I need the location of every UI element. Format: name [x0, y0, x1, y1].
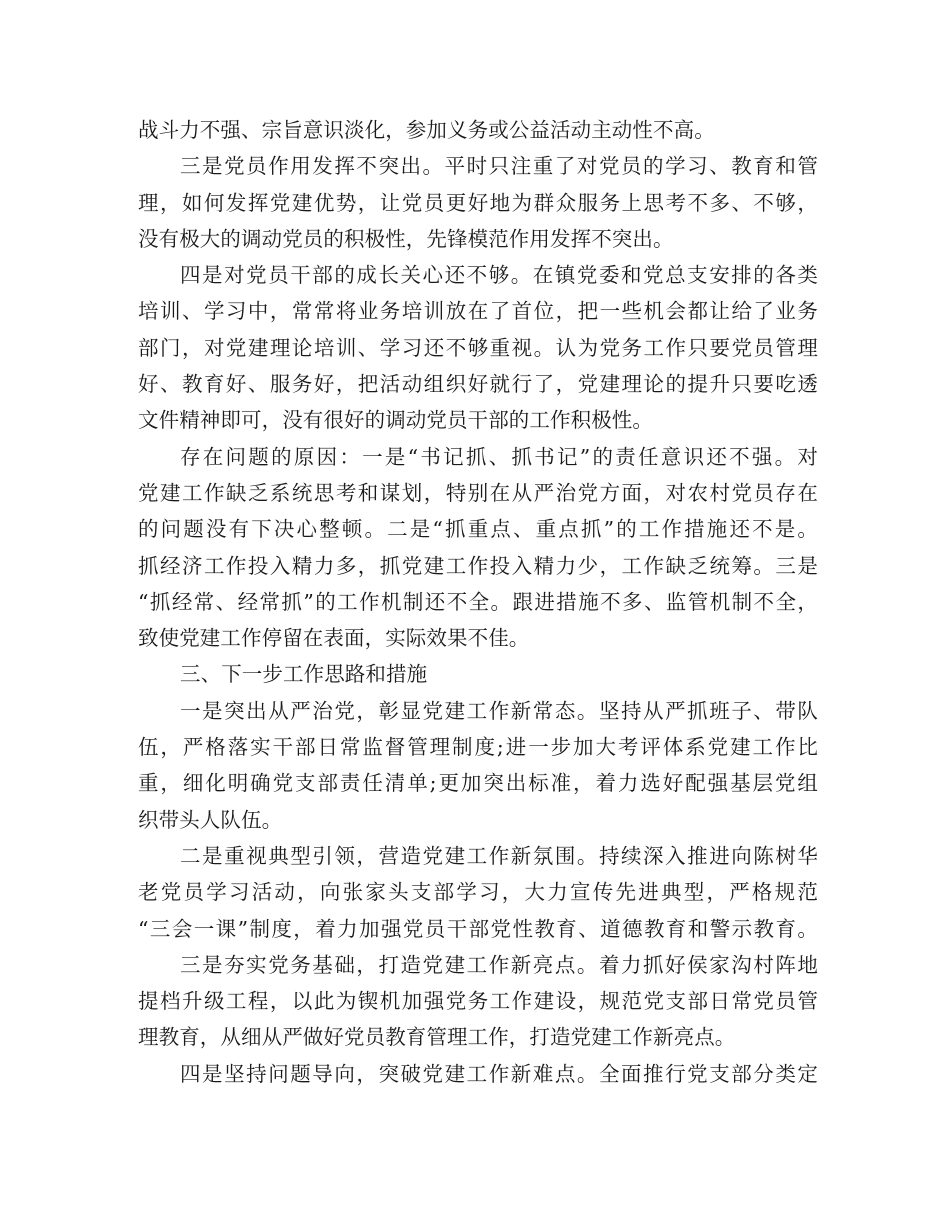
- text-line: 培训、学习中，常常将业务培训放在了首位，把一些机会都让给了业务: [138, 299, 818, 324]
- paragraph-first-line: 二是重视典型引领，营造党建工作新氛围。持续深入推进向陈树华: [180, 843, 818, 868]
- text-line: 重，细化明确党支部责任清单;更加突出标准，着力选好配强基层党组: [138, 771, 818, 796]
- text-line: 织带头人队伍。: [138, 807, 283, 832]
- text-line: 党建工作缺乏系统思考和谋划，特别在从严治党方面，对农村党员存在: [138, 480, 818, 505]
- text-line: 致使党建工作停留在表面，实际效果不佳。: [138, 626, 530, 651]
- paragraph-first-line: 三是党员作用发挥不突出。平时只注重了对党员的学习、教育和管: [180, 154, 818, 179]
- paragraph-first-line: 三是夯实党务基础，打造党建工作新亮点。着力抓好侯家沟村阵地: [180, 952, 818, 977]
- text-line: 提档升级工程，以此为锲机加强党务工作建设，规范党支部日常党员管: [138, 989, 818, 1014]
- document-body: [138, 112, 818, 1092]
- paragraph-first-line: 一是突出从严治党，彰显党建工作新常态。坚持从严抓班子、带队: [180, 698, 818, 723]
- text-line: 伍，严格落实干部日常监督管理制度;进一步加大考评体系党建工作比: [138, 735, 818, 760]
- text-line: “三会一课”制度，着力加强党员干部党性教育、道德教育和警示教育。: [138, 916, 818, 941]
- text-line: 战斗力不强、宗旨意识淡化，参加义务或公益活动主动性不高。: [138, 118, 715, 142]
- text-line: 文件精神即可，没有很好的调动党员干部的工作积极性。: [138, 408, 653, 433]
- paragraph-first-line: 四是坚持问题导向，突破党建工作新难点。全面推行党支部分类定: [180, 1061, 818, 1086]
- text-line: 的问题没有下决心整顿。二是“抓重点、重点抓”的工作措施还不是。: [138, 517, 818, 542]
- text-line: 部门，对党建理论培训、学习还不够重视。认为党务工作只要党员管理: [138, 335, 818, 360]
- section-heading: 三、下一步工作思路和措施: [180, 662, 428, 687]
- text-line: 老党员学习活动，向张家头支部学习，大力宣传先进典型，严格规范: [138, 880, 818, 905]
- text-line: 理教育，从细从严做好党员教育管理工作，打造党建工作新亮点。: [138, 1025, 736, 1050]
- text-line: 没有极大的调动党员的积极性，先锋模范作用发挥不突出。: [138, 226, 674, 251]
- paragraph-first-line: 四是对党员干部的成长关心还不够。在镇党委和党总支安排的各类: [180, 263, 818, 288]
- text-line: 理，如何发挥党建优势，让党员更好地为群众服务上思考不多、不够，: [138, 190, 818, 215]
- text-line: 好、教育好、服务好，把活动组织好就行了，党建理论的提升只要吃透: [138, 372, 818, 397]
- text-line: “抓经常、经常抓”的工作机制还不全。跟进措施不多、监管机制不全，: [138, 589, 818, 614]
- paragraph-first-line: 存在问题的原因：一是“书记抓、抓书记”的责任意识还不强。对: [180, 444, 818, 469]
- text-line: 抓经济工作投入精力多，抓党建工作投入精力少，工作缺乏统筹。三是: [138, 553, 818, 578]
